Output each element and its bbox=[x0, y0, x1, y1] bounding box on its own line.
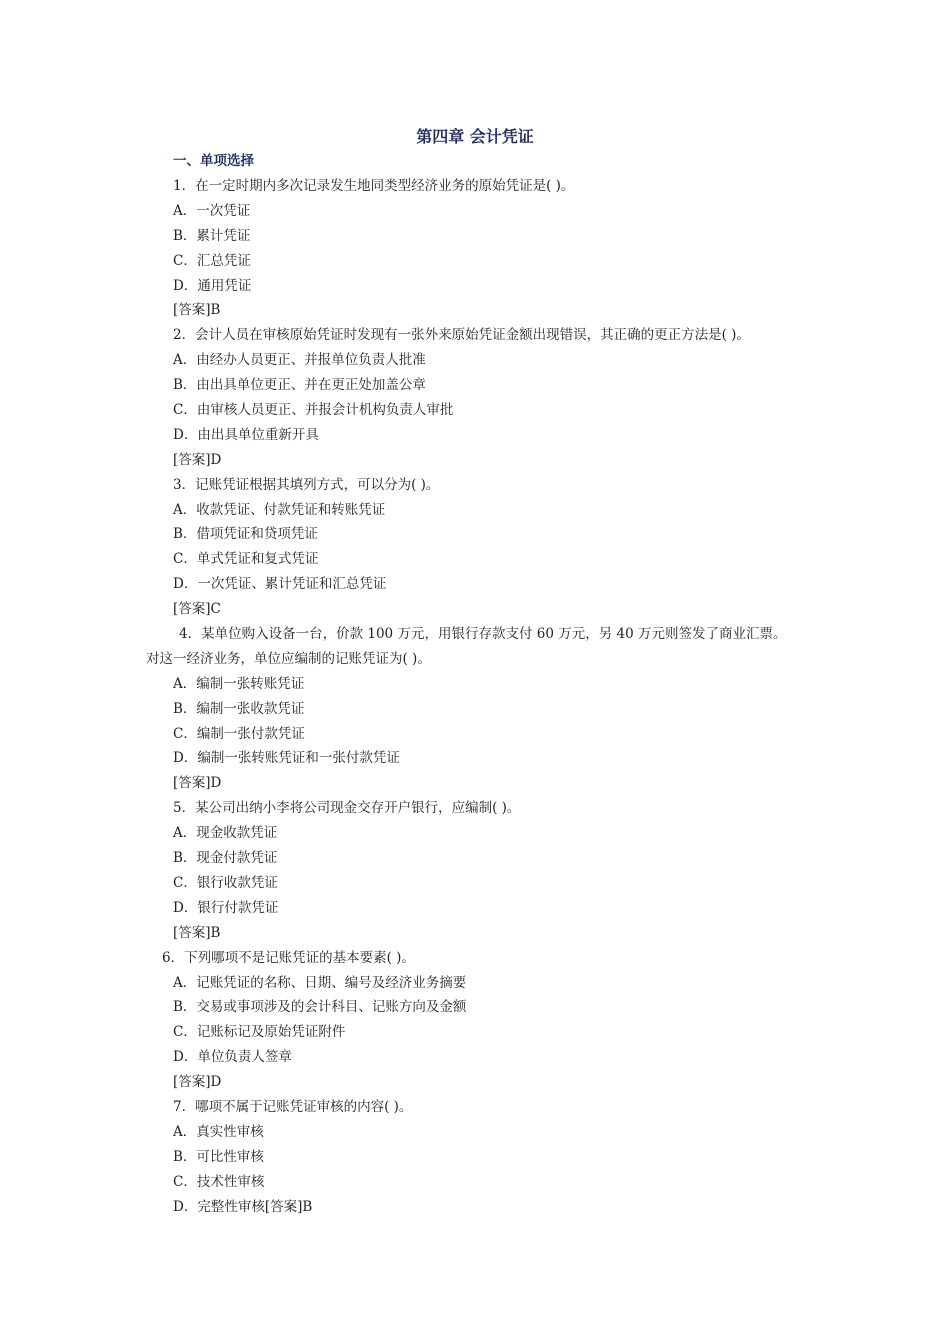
answer: [答案]D bbox=[173, 775, 222, 792]
question-stem: 6．下列哪项不是记账凭证的基本要素( )。 bbox=[162, 949, 415, 966]
answer: [答案]D bbox=[173, 1074, 222, 1091]
question-stem: 7．哪项不属于记账凭证审核的内容( )。 bbox=[173, 1098, 413, 1115]
chapter-title: 第四章 会计凭证 bbox=[416, 127, 534, 146]
option: A．收款凭证、付款凭证和转账凭证 bbox=[173, 501, 386, 518]
option: D．编制一张转账凭证和一张付款凭证 bbox=[173, 750, 400, 767]
question-list bbox=[146, 174, 846, 1219]
question-stem: 4．某单位购入设备一台，价款 100 万元，用银行存款支付 60 万元，另 40 万元则签发了商业汇票。 bbox=[179, 626, 787, 643]
option: C．汇总凭证 bbox=[173, 252, 251, 269]
option: B．编制一张收款凭证 bbox=[173, 700, 305, 717]
option: C．技术性审核 bbox=[173, 1173, 265, 1190]
option: A．编制一张转账凭证 bbox=[173, 675, 305, 692]
question-stem: 1．在一定时期内多次记录发生地同类型经济业务的原始凭证是( )。 bbox=[173, 178, 575, 194]
question-stem-continued: 对这一经济业务，单位应编制的记账凭证为( )。 bbox=[146, 650, 431, 667]
option: D．通用凭证 bbox=[173, 277, 252, 294]
option: B．可比性审核 bbox=[173, 1148, 264, 1165]
answer: [答案]B bbox=[173, 924, 221, 941]
option: B．由出具单位更正、并在更正处加盖公章 bbox=[173, 377, 426, 394]
question-stem: 5．某公司出纳小李将公司现金交存开户银行，应编制( )。 bbox=[173, 800, 521, 817]
answer: [答案]D bbox=[173, 451, 222, 468]
option: B．累计凭证 bbox=[173, 227, 251, 244]
answer: [答案]C bbox=[173, 601, 221, 618]
option: C．单式凭证和复式凭证 bbox=[173, 551, 319, 568]
option: A．一次凭证 bbox=[173, 202, 251, 219]
question-stem: 2．会计人员在审核原始凭证时发现有一张外来原始凭证金额出现错误，其正确的更正方法是( )。 bbox=[173, 327, 750, 344]
option: A．真实性审核 bbox=[173, 1123, 264, 1140]
option: C．编制一张付款凭证 bbox=[173, 725, 305, 742]
question-stem: 3．记账凭证根据其填列方式，可以分为( )。 bbox=[173, 476, 440, 493]
option: B．借项凭证和贷项凭证 bbox=[173, 526, 318, 543]
option: B．交易或事项涉及的会计科目、记账方向及金额 bbox=[173, 999, 467, 1016]
option: C．由审核人员更正、并报会计机构负责人审批 bbox=[173, 402, 454, 419]
option: D．完整性审核[答案]B bbox=[173, 1198, 313, 1215]
section-heading: 一、单项选择 bbox=[173, 153, 254, 169]
option: D．由出具单位重新开具 bbox=[173, 426, 319, 443]
option: D．一次凭证、累计凭证和汇总凭证 bbox=[173, 576, 387, 593]
option: D．单位负责人签章 bbox=[173, 1049, 292, 1066]
option: C．记账标记及原始凭证附件 bbox=[173, 1024, 346, 1041]
option: B．现金付款凭证 bbox=[173, 850, 278, 867]
option: C．银行收款凭证 bbox=[173, 874, 278, 891]
option: D．银行付款凭证 bbox=[173, 899, 279, 916]
option: A．现金收款凭证 bbox=[173, 825, 278, 842]
option: A．由经办人员更正、并报单位负责人批准 bbox=[173, 352, 426, 369]
answer: [答案]B bbox=[173, 302, 221, 319]
option: A．记账凭证的名称、日期、编号及经济业务摘要 bbox=[173, 974, 467, 991]
